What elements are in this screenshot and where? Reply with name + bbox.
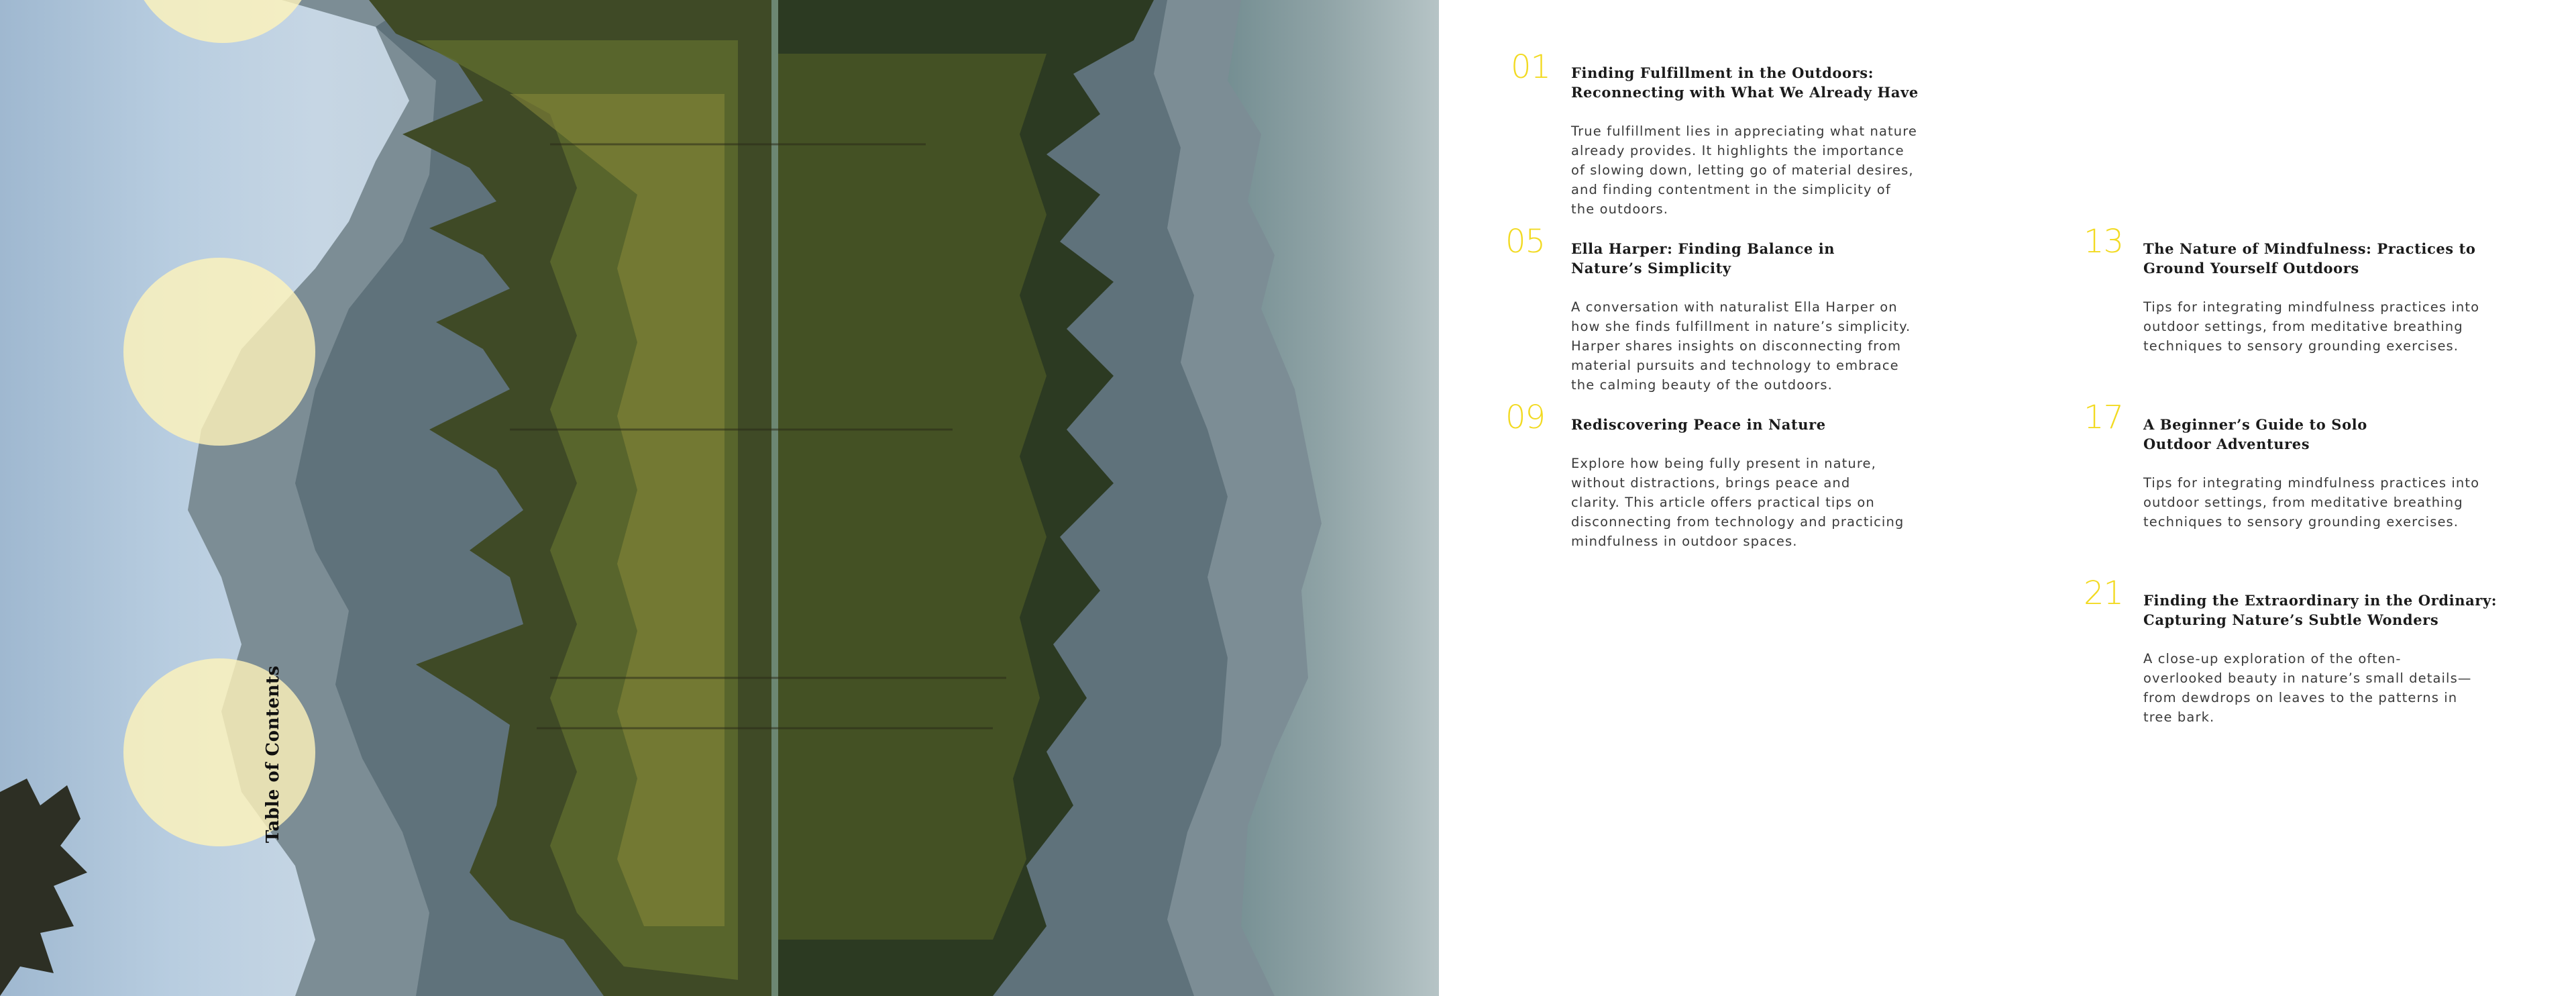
toc-page-number: 09 [1505, 399, 1546, 436]
toc-entry-description: Tips for integrating mindfulness practices into outdoor settings, from meditative breathing techniques to sensory grounding exercises. [2143, 299, 2480, 354]
toc-entry-title[interactable]: A Beginner’s Guide to Solo Outdoor Adventures [2143, 416, 2367, 452]
toc-entry-title[interactable]: Finding the Extraordinary in the Ordinary: Capturing Nature’s Subtle Wonders [2143, 592, 2498, 628]
toc-page-number: 05 [1505, 223, 1546, 260]
toc-page-number: 01 [1511, 48, 1551, 86]
toc-entry-description: A close-up exploration of the often- overlooked beauty in nature’s small details— from dewdrops on leaves to the patterns in tree bark. [2143, 651, 2472, 725]
toc-entry-title[interactable]: The Nature of Mindfulness: Practices to Ground Yourself Outdoors [2143, 240, 2476, 277]
toc-entry-description: A conversation with naturalist Ella Harper on how she finds fulfillment in nature’s simplicity. Harper shares insights on disconnecting from material pursuits and technology to embrace the calming beauty of the outdoors. [1571, 299, 1911, 393]
toc-entry-description: Tips for integrating mindfulness practices into outdoor settings, from meditative breathing techniques to sensory grounding exercises. [2143, 475, 2480, 530]
toc-entry-description: True fulfillment lies in appreciating what nature already provides. It highlights the importance of slowing down, letting go of material desires, and finding contentment in the simplicity of the outdoors. [1571, 123, 1918, 217]
toc-page-number: 21 [2084, 575, 2124, 612]
table-of-contents-heading: Table of Contents [263, 665, 283, 843]
toc-entry-description: Explore how being fully present in nature, without distractions, brings peace and clarity. This article offers practical tips on disconnecting from technology and practicing mindfulness in outdoor spaces. [1571, 456, 1904, 549]
toc-entry-title[interactable]: Ella Harper: Finding Balance in Nature’s Simplicity [1571, 240, 1835, 277]
decorative-circle [123, 258, 315, 446]
decorative-circle [123, 658, 315, 846]
toc-page-number: 17 [2084, 399, 2124, 436]
toc-entry-title[interactable]: Rediscovering Peace in Nature [1571, 416, 1826, 433]
toc-page-number: 13 [2084, 223, 2124, 260]
toc-entry-title[interactable]: Finding Fulfillment in the Outdoors: Reconnecting with What We Already Have [1571, 64, 1919, 101]
